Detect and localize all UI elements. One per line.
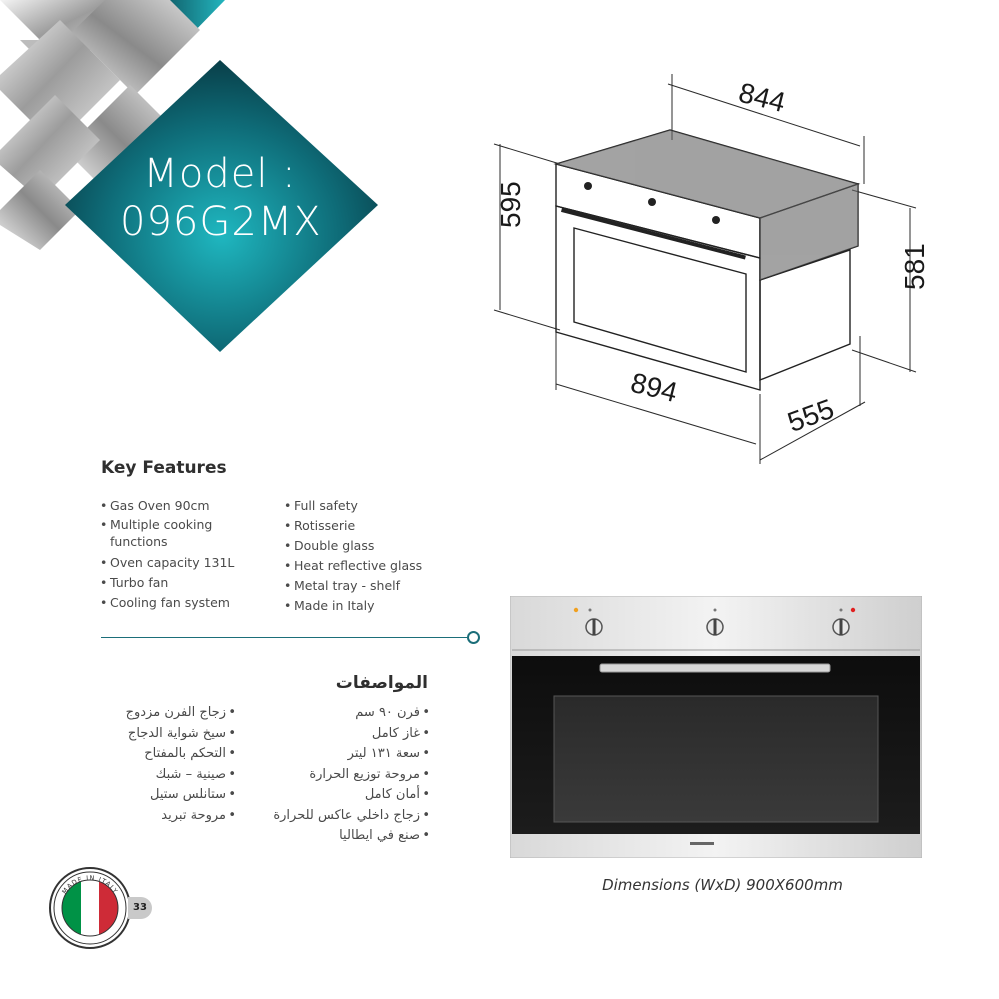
list-item: • Metal tray - shelf	[284, 576, 454, 596]
arabic-features-title: المواصفات	[335, 673, 428, 693]
list-item: • مروحة توزيع الحرارة	[250, 765, 430, 786]
list-item: • Gas Oven 90cm	[100, 496, 270, 516]
key-features-title: Key Features	[101, 458, 227, 478]
list-item: • مروحة تبريد	[60, 806, 236, 827]
dim-front-height: 595	[495, 181, 526, 228]
key-features-list-right	[284, 496, 454, 616]
list-item: • Full safety	[284, 496, 454, 516]
dim-front-width: 894	[627, 366, 681, 409]
key-features-list-left	[100, 496, 270, 613]
dim-top-width: 844	[735, 76, 789, 119]
list-item: • سيخ شواية الدجاج	[60, 724, 236, 745]
list-item: • Rotisserie	[284, 516, 454, 536]
section-divider	[101, 637, 467, 638]
model-title-line1: Model :	[143, 151, 297, 197]
list-item: • صينية – شبك	[60, 765, 236, 786]
list-item: • Heat reflective glass	[284, 556, 454, 576]
model-title	[120, 150, 320, 246]
list-item: • أمان كامل	[250, 785, 430, 806]
list-item: • Made in Italy	[284, 596, 454, 616]
dim-depth: 555	[783, 392, 838, 438]
arabic-features-list-left	[60, 703, 236, 826]
dim-side-height: 581	[899, 243, 930, 290]
list-item: • Cooling fan system	[100, 593, 270, 613]
list-item: • صنع في ايطاليا	[250, 826, 430, 847]
list-item: • سعة ١٣١ ليتر	[250, 744, 430, 765]
list-item: • زجاج داخلي عاكس للحرارة	[250, 806, 430, 827]
dimension-drawing	[460, 60, 940, 480]
list-item: • التحكم بالمفتاح	[60, 744, 236, 765]
model-number: 096G2MX	[120, 199, 322, 245]
arabic-features-list-right	[250, 703, 430, 847]
badge-text: MADE IN ITALY	[60, 873, 120, 896]
divider-dot-icon	[467, 631, 480, 644]
page-number: 33	[128, 897, 152, 919]
list-item: • غاز كامل	[250, 724, 430, 745]
list-item: • فرن ٩٠ سم	[250, 703, 430, 724]
list-item: • Multiple cooking functions	[100, 516, 270, 550]
list-item: • Turbo fan	[100, 573, 270, 593]
list-item: • Oven capacity 131L	[100, 553, 270, 573]
list-item: • Double glass	[284, 536, 454, 556]
oven-photo	[510, 596, 922, 858]
dimensions-caption: Dimensions (WxD) 900X600mm	[602, 876, 843, 894]
made-in-italy-badge	[48, 866, 132, 950]
list-item: • ستانلس ستيل	[60, 785, 236, 806]
list-item: • زجاج الفرن مزدوج	[60, 703, 236, 724]
